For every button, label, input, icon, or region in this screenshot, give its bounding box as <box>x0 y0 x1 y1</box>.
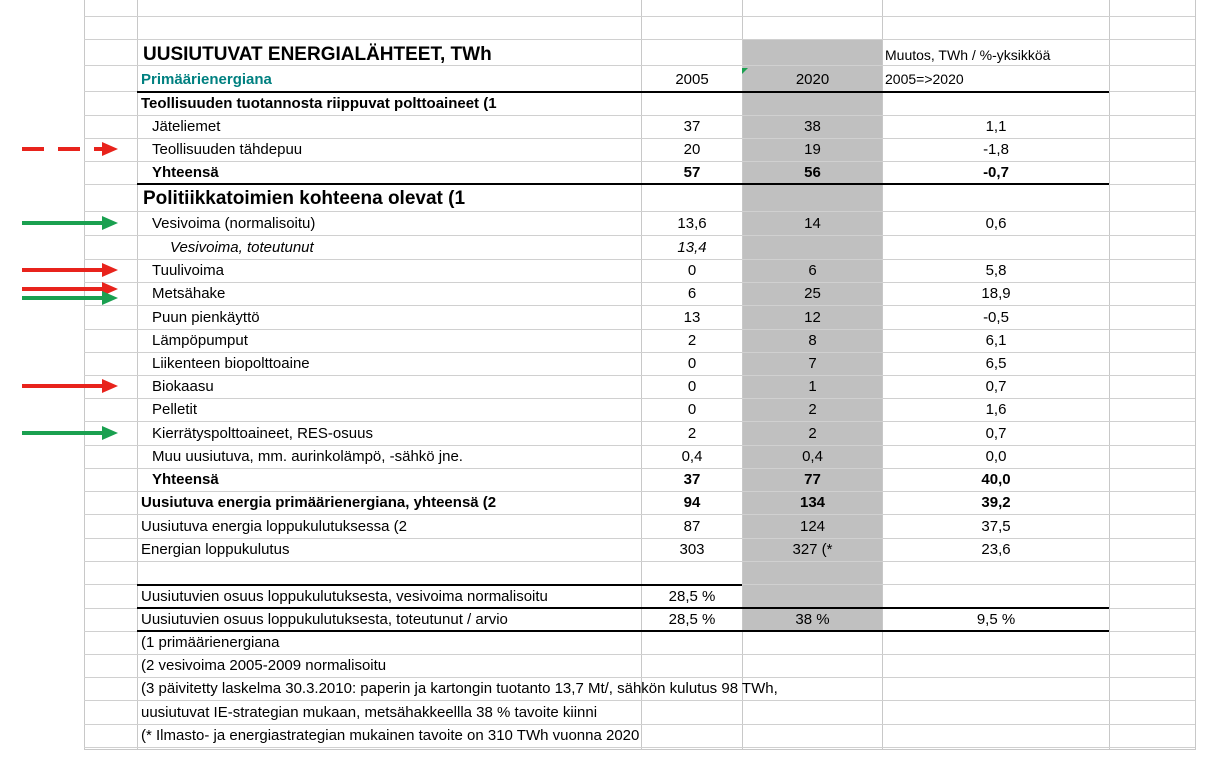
value-2020: 134 <box>799 494 826 511</box>
row-label-liikenteen-biopolttoaine: Liikenteen biopolttoaine <box>152 355 310 372</box>
arrow-icon <box>20 426 120 440</box>
year-header-2020: 2020 <box>795 71 830 88</box>
value-2020: 14 <box>804 215 821 232</box>
value-change <box>883 585 1109 608</box>
grid-row-line <box>84 39 1195 40</box>
value-2005: 37 <box>683 118 701 135</box>
value-change: 40,0 <box>981 471 1011 488</box>
row-label-energian-loppukulutus: Energian loppukulutus <box>141 541 290 558</box>
value-2005 <box>642 561 742 584</box>
value-2005: 37 <box>683 471 701 488</box>
row-label-jateliemet: Jäteliemet <box>152 118 221 135</box>
row-label-kierratyspolttoaineet-res-osuus: Kierrätyspolttoaineet, RES-osuus <box>152 425 373 442</box>
footnote: (2 vesivoima 2005-2009 normalisoitu <box>141 657 387 674</box>
value-change: 1,1 <box>985 118 1007 135</box>
value-change: 1,6 <box>985 401 1007 418</box>
arrow-head <box>102 263 118 277</box>
row-label-teollisuuden-tahdepuu: Teollisuuden tähdepuu <box>152 141 303 158</box>
value-change: 6,5 <box>985 355 1007 372</box>
value-2020: 38 <box>804 118 821 135</box>
value-2005: 2 <box>687 425 697 442</box>
value-change: -0,7 <box>983 164 1009 181</box>
value-change <box>883 561 1109 584</box>
value-2005: 0 <box>687 401 697 418</box>
value-2020: 56 <box>804 164 821 181</box>
row-label-teollisuuden-tuotannosta-riippuvat-polttoaineet-1: Teollisuuden tuotannosta riippuvat polttoaineet (1 <box>141 95 497 112</box>
grid-row-line <box>84 747 1195 748</box>
value-2005: 13,6 <box>677 215 707 232</box>
table-subtitle: Primäärienergiana <box>141 71 272 88</box>
value-change <box>883 92 1109 115</box>
row-label-puun-pienkaytto: Puun pienkäyttö <box>152 309 260 326</box>
value-change: 23,6 <box>981 541 1011 558</box>
table-title: UUSIUTUVAT ENERGIALÄHTEET, TWh <box>143 44 492 65</box>
value-2020: 0,4 <box>802 448 823 465</box>
arrow-icon <box>20 263 120 277</box>
value-2005: 0,4 <box>681 448 703 465</box>
row-label-politiikkatoimien-kohteena-olevat-1: Politiikkatoimien kohteena olevat (1 <box>143 188 466 209</box>
year-header-2005: 2005 <box>675 71 709 88</box>
value-2020: 19 <box>804 141 821 158</box>
value-2020: 38 % <box>795 611 830 628</box>
value-2005: 6 <box>687 285 697 302</box>
value-2005: 94 <box>683 494 701 511</box>
value-change: 6,1 <box>985 332 1007 349</box>
value-2020: 7 <box>808 355 817 372</box>
value-2005: 0 <box>687 262 697 279</box>
value-change: -1,8 <box>983 141 1009 158</box>
arrow-icon <box>20 379 120 393</box>
row-label-vesivoima-toteutunut: Vesivoima, toteutunut <box>170 239 314 256</box>
value-2005: 0 <box>687 355 697 372</box>
value-2020: 1 <box>808 378 817 395</box>
row-label-pelletit: Pelletit <box>152 401 198 418</box>
arrow-head <box>102 216 118 230</box>
value-change: 0,7 <box>985 425 1007 442</box>
value-2005 <box>642 92 742 115</box>
change-period-header: 2005=>2020 <box>885 71 964 87</box>
value-2020: 6 <box>808 262 817 279</box>
footnote: uusiutuvat IE-strategian mukaan, metsähakkeellla 38 % tavoite kiinni <box>141 704 598 721</box>
arrow-head <box>102 426 118 440</box>
arrow-head <box>102 379 118 393</box>
value-2020: 124 <box>799 518 826 535</box>
value-2020 <box>743 92 882 115</box>
value-2020: 12 <box>804 309 821 326</box>
value-2020: 77 <box>804 471 821 488</box>
arrow-head <box>102 291 118 305</box>
value-2020: 327 (* <box>792 541 833 558</box>
row-label-uusiutuva-energia-primaarienergiana-yhteensa-2: Uusiutuva energia primäärienergiana, yhteensä (2 <box>141 494 497 511</box>
row-label-lampopumput: Lämpöpumput <box>152 332 248 349</box>
value-2005: 0 <box>687 378 697 395</box>
value-change: -0,5 <box>983 309 1009 326</box>
value-change: 37,5 <box>981 518 1011 535</box>
value-2020: 25 <box>804 285 821 302</box>
row-label-metsahake: Metsähake <box>152 285 226 302</box>
footnote: (* Ilmasto- ja energiastrategian mukainen tavoite on 310 TWh vuonna 2020 <box>141 727 640 744</box>
value-2005: 87 <box>683 518 701 535</box>
value-2005: 57 <box>683 164 701 181</box>
value-2005: 28,5 % <box>668 611 716 628</box>
value-change: 9,5 % <box>976 611 1016 628</box>
grid-row-line <box>84 749 1195 750</box>
value-2005: 13 <box>683 309 701 326</box>
row-label-uusiutuva-energia-loppukulutuksessa-2: Uusiutuva energia loppukulutuksessa (2 <box>141 518 407 535</box>
grid-row-line <box>84 16 1195 17</box>
footnote: (1 primäärienergiana <box>141 634 280 651</box>
value-change: 18,9 <box>981 285 1011 302</box>
value-change: 0,0 <box>985 448 1007 465</box>
row-label-biokaasu: Biokaasu <box>152 378 214 395</box>
value-2005: 13,4 <box>677 239 707 256</box>
grid-col-line <box>1195 0 1196 750</box>
value-change <box>883 236 1109 259</box>
row-label-yhteensa: Yhteensä <box>152 471 219 488</box>
row-label-uusiutuvien-osuus-loppukulutuksesta-toteutunut-arvio: Uusiutuvien osuus loppukulutuksesta, toteutunut / arvio <box>141 611 508 628</box>
row-label-uusiutuvien-osuus-loppukulutuksesta-vesivoima-normalisoitu: Uusiutuvien osuus loppukulutuksesta, vesivoima normalisoitu <box>141 588 548 605</box>
value-2005 <box>642 186 742 209</box>
row-label-tuulivoima: Tuulivoima <box>152 262 224 279</box>
value-change: 39,2 <box>981 494 1011 511</box>
change-header: Muutos, TWh / %-yksikköä <box>885 47 1051 63</box>
value-2020: 2 <box>808 401 817 418</box>
value-2005: 2 <box>687 332 697 349</box>
arrow-head <box>102 142 118 156</box>
value-2020 <box>743 585 882 608</box>
value-change: 0,7 <box>985 378 1007 395</box>
value-2005: 20 <box>683 141 701 158</box>
value-2020: 2 <box>808 425 817 442</box>
value-change <box>883 186 1109 209</box>
arrow-icon <box>20 142 120 156</box>
value-2005: 303 <box>679 541 705 558</box>
arrow-icon <box>20 291 120 305</box>
row-label-muu-uusiutuva-mm-aurinkolampo-sahko-jne: Muu uusiutuva, mm. aurinkolämpö, -sähkö jne. <box>152 448 463 465</box>
value-2020 <box>743 236 882 259</box>
arrow-icon <box>20 216 120 230</box>
value-2020 <box>743 561 882 584</box>
footnote: (3 päivitetty laskelma 30.3.2010: paperin ja kartongin tuotanto 13,7 Mt/, sähkön kulutus 98 TWh, <box>141 680 778 697</box>
value-change: 5,8 <box>985 262 1007 279</box>
value-2020 <box>743 186 882 209</box>
value-2020: 8 <box>808 332 817 349</box>
row-label-yhteensa: Yhteensä <box>152 164 219 181</box>
row-label-vesivoima-normalisoitu: Vesivoima (normalisoitu) <box>152 215 316 232</box>
value-2005: 28,5 % <box>668 588 716 605</box>
value-change: 0,6 <box>985 215 1007 232</box>
